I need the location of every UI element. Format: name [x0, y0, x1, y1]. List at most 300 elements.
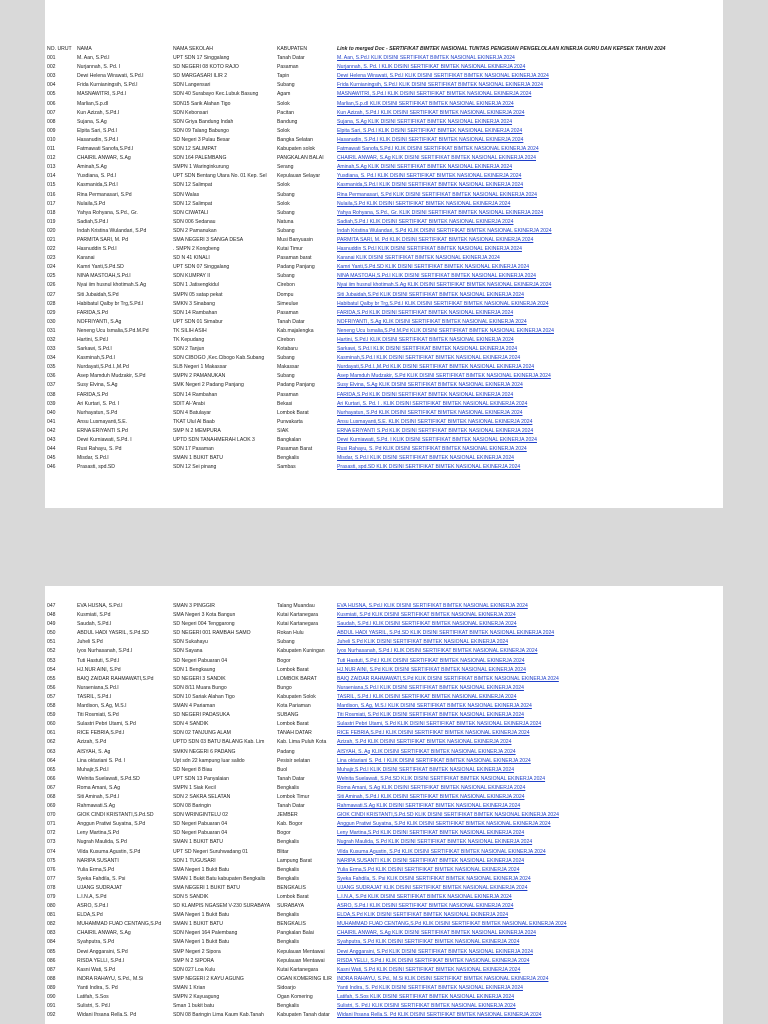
- table-row: [45, 400, 723, 409]
- certificate-link[interactable]: INDRA RAHAYU, S.Pd., M.Si KLIK DISINI SERTIFIKAT BIMTEK NASIONAL EKINERJA 2024: [337, 975, 549, 982]
- certificate-link[interactable]: Kasni Wati, S.Pd KLIK DISINI SERTIFIKAT BIMTEK NASIONAL EKINERJA 2024: [337, 966, 521, 973]
- district-name: Subang: [277, 355, 295, 362]
- row-number: 015: [47, 182, 56, 189]
- district-name: Pasaman: [277, 391, 299, 398]
- certificate-link[interactable]: Kasminah,S.Pd.I KLIK DISINI SERTIFIKAT BIMTEK NASIONAL EKINERJA 2024: [337, 355, 521, 362]
- certificate-link[interactable]: Habibatul Qalby br Trg,S.Pd.I KLIK DISINI SERTIFIKAT BIMTEK NASIONAL EKINERJA 2024: [337, 300, 549, 307]
- table-row: [45, 300, 723, 309]
- school-name: SMPN 2 PAMANUKAN: [173, 373, 226, 380]
- district-name: Lombok Barat: [277, 666, 309, 673]
- teacher-name: Karanai: [77, 255, 95, 262]
- certificate-link[interactable]: Nuraeniana,S.Pd.I KLIK DISINI SERTIFIKAT BIMTEK NASIONAL EKINERJA 2024: [337, 684, 524, 691]
- row-number: 065: [47, 766, 56, 773]
- certificate-link-cell: [335, 263, 723, 272]
- school-name: SD MARGASARI ILIR 2: [173, 73, 228, 80]
- certificate-link[interactable]: Yusdiana, S. Pd.I KLIK DISINI SERTIFIKAT BIMTEK NASIONAL EKINERJA 2024: [337, 173, 522, 180]
- certificate-link-cell: [335, 391, 723, 400]
- certificate-link[interactable]: Nurjannah, S. Pd. I KLIK DISINI SERTIFIKAT BIMTEK NASIONAL EKINERJA 2024: [337, 64, 526, 71]
- certificate-link[interactable]: Karanai KLIK DISINI SERTIFIKAT BIMTEK NASIONAL EKINERJA 2024: [337, 255, 500, 262]
- district-name: Bogor: [277, 657, 291, 664]
- row-number: 064: [47, 757, 56, 764]
- certificate-link[interactable]: Syahputra, S.Pd KLIK DISINI SERTIFIKAT BIMTEK NASIONAL EKINERJA 2024: [337, 939, 520, 946]
- certificate-link[interactable]: Siti Aminah, S.Pd.I KLIK DISINI SERTIFIKAT BIMTEK NASIONAL EKINERJA 2024: [337, 793, 525, 800]
- teacher-name: Sadiah,S.Pd.I: [77, 218, 109, 225]
- district-name: PANGKALAN BALAI: [277, 155, 324, 162]
- certificate-link-cell: [335, 729, 723, 738]
- certificate-link[interactable]: Kasmanida,S.Pd.I KLIK DISINI SERTIFIKAT BIMTEK NASIONAL EKINERJA 2024: [337, 182, 524, 189]
- certificate-link[interactable]: Nyai iim husnul khotimah.S.Ag KLIK DISINI SERTIFIKAT BIMTEK NASIONAL EKINERJA 2024: [337, 282, 552, 289]
- certificate-link[interactable]: Sulistri, S. Pd.I KLIK DISINI SERTIFIKAT BIMTEK NASIONAL EKINERJA 2024: [337, 1003, 516, 1010]
- teacher-name: Rusi Rahayu, S. Pd: [77, 446, 122, 453]
- table-row: [45, 118, 723, 127]
- certificate-link-cell: [335, 181, 723, 190]
- teacher-name: Sujana, S.Ag: [77, 118, 107, 125]
- row-number: 011: [47, 146, 56, 153]
- school-name: SDN Kebonsari: [173, 109, 209, 116]
- certificate-link[interactable]: Sulastri Pebri Utami, S.Pd KLIK DISINI SERTIFIKAT BIMTEK NASIONAL EKINERJA 2024: [337, 721, 542, 728]
- certificate-link[interactable]: GIOK CINDI KRISTANTI,S.Pd.SD KLIK DISINI SERTIFIKAT BIMTEK NASIONAL EKINERJA 2024: [337, 812, 559, 819]
- school-name: SDN 12 SALIMPAT: [173, 146, 217, 153]
- certificate-link[interactable]: RICE FEBRIA,S.Pd.I KLIK DISINI SERTIFIKAT BIMTEK NASIONAL EKINERJA 2024: [337, 730, 530, 737]
- certificate-link-cell: [335, 354, 723, 363]
- certificate-link-cell: [335, 136, 723, 145]
- school-name: UPTD SDN 03 BATU BALANG Kab. Lim: [173, 739, 265, 746]
- district-name: Lampung Barat: [277, 857, 312, 864]
- certificate-link[interactable]: MASNAWITRI, S.Pd.I KLIK DISINI SERTIFIKAT BIMTEK NASIONAL EKINERJA 2024: [337, 91, 532, 98]
- certificate-link-cell: [335, 445, 723, 454]
- certificate-link-cell: [335, 191, 723, 200]
- district-name: Kabupaten Tanah datar: [277, 1012, 330, 1019]
- district-name: Kotabaru: [277, 346, 298, 353]
- certificate-link[interactable]: FARIDA,S.Pd KLIK DISINI SERTIFIKAT BIMTEK NASIONAL EKINERJA 2024: [337, 309, 514, 316]
- table-row: [45, 811, 723, 820]
- school-name: SMA NEGERI 1 BUKIT BATU: [173, 884, 240, 891]
- row-number: 066: [47, 775, 56, 782]
- certificate-link[interactable]: Saudah, S.Pd.I KLIK DISINI SERTIFIKAT BIMTEK NASIONAL EKINERJA 2024: [337, 621, 517, 628]
- certificate-link[interactable]: CHAIRIL ANWAR, S.Ag KLIK DISINI SERTIFIKAT BIMTEK NASIONAL EKINERJA 2024: [337, 930, 536, 937]
- table-row: [45, 281, 723, 290]
- row-number: 022: [47, 246, 56, 253]
- certificate-link-cell: [335, 245, 723, 254]
- certificate-link-cell: [335, 902, 723, 911]
- table-row: [45, 611, 723, 620]
- teacher-name: Sarkawi, S.Pd.I: [77, 346, 112, 353]
- certificate-link[interactable]: Anggun Pratiwi Suyatna, S.Pd KLIK DISINI SERTIFIKAT BIMTEK NASIONAL EKINERJA 2024: [337, 821, 551, 828]
- certificate-link[interactable]: Vilda Kusuma Agustin, S.Pd KLIK DISINI SERTIFIKAT BIMTEK NASIONAL EKINERJA 2024: [337, 848, 546, 855]
- row-number: 001: [47, 55, 56, 62]
- teacher-name: Ansu Lusmayanti,S.E.: [77, 418, 128, 425]
- row-number: 008: [47, 118, 56, 125]
- certificate-link[interactable]: Marlian,S.p.dI KLIK DISINI SERTIFIKAT BIMTEK NASIONAL EKINERJA 2024: [337, 100, 514, 107]
- teacher-name: Misdar, S.Pd.I: [77, 455, 109, 462]
- school-name: SMA Negeri 1 Bukit Batu: [173, 912, 230, 919]
- school-name: SMA Negeri 1 Bukit Batu: [173, 939, 230, 946]
- certificate-link[interactable]: Dewi Helena Wirawati, S.Pd.I KLIK DISINI SERTIFIKAT BIMTEK NASIONAL EKINERJA 2024: [337, 73, 549, 80]
- certificate-link[interactable]: M. Aan, S.Pd.I KLIK DISINI SERTIFIKAT BIMTEK NASIONAL EKINERJA 2024: [337, 55, 515, 62]
- teacher-name: INDRA RAHAYU, S.Pd., M.Si: [77, 975, 144, 982]
- certificate-link[interactable]: Nulaila,S.Pd KLIK DISINI SERTIFIKAT BIMTEK NASIONAL EKINERJA 2024: [337, 200, 511, 207]
- teacher-name: Prasasti, spd.SD: [77, 464, 115, 471]
- certificate-link[interactable]: Widani Ihsana Rella.S. Pd KLIK DISINI SERTIFIKAT BIMTEK NASIONAL EKINERJA 2024: [337, 1012, 542, 1019]
- row-number: 041: [47, 418, 56, 425]
- certificate-link[interactable]: Dewi Anggaraini, S.Pd KLIK DISINI SERTIFIKAT BIMTEK NASIONAL EKINERJA 2024: [337, 948, 533, 955]
- district-name: TANAH DATAR: [277, 730, 312, 737]
- row-number: 055: [47, 675, 56, 682]
- header-district: KABUPATEN: [277, 46, 308, 52]
- certificate-link[interactable]: Nurdayati,S.Pd.I.,M.Pd KLIK DISINI SERTIFIKAT BIMTEK NASIONAL EKINERJA 2024: [337, 364, 535, 371]
- certificate-link-cell: [335, 857, 723, 866]
- certificate-link[interactable]: ABDUL HADI YASRIL, S.Pd.SD KLIK DISINI SERTIFIKAT BIMTEK NASIONAL EKINERJA 2024: [337, 630, 555, 637]
- teacher-name: NOFRIYANTI, S.Ag: [77, 318, 122, 325]
- certificate-link[interactable]: CHAIRIL ANWAR, S.Ag KLIK DISINI SERTIFIKAT BIMTEK NASIONAL EKINERJA 2024: [337, 155, 536, 162]
- school-name: SDN 027 Loa Kulu: [173, 966, 216, 973]
- table-row: [45, 620, 723, 629]
- certificate-link-cell: [335, 666, 723, 675]
- teacher-name: Kamri Yanti,S.Pd.SD: [77, 264, 124, 271]
- certificate-link[interactable]: NOFRIYANTI, S.Ag KLIK DISINI SERTIFIKAT BIMTEK NASIONAL EKINERJA 2024: [337, 318, 527, 325]
- school-name: UPT SDN Bentang Utara No. 01 Kep. Sel: [173, 173, 267, 180]
- district-name: Bungo: [277, 684, 292, 691]
- certificate-link[interactable]: Leny Martina,S.Pd KLIK DISINI SERTIFIKAT BIMTEK NASIONAL EKINERJA 2024: [337, 830, 525, 837]
- school-name: SMAN 3 PINGGIR: [173, 603, 215, 609]
- certificate-link[interactable]: Asep Mamduh Mudzakir, S.Pd KLIK DISINI SERTIFIKAT BIMTEK NASIONAL EKINERJA 2024: [337, 373, 551, 380]
- certificate-link[interactable]: Welnita Suelawati, S.Pd.SD KLIK DISINI SERTIFIKAT BIMTEK NASIONAL EKINERJA 2024: [337, 775, 546, 782]
- row-number: 069: [47, 803, 56, 810]
- certificate-link[interactable]: ELDA,S.Pd KLIK DISINI SERTIFIKAT BIMTEK NASIONAL EKINERJA 2024: [337, 912, 509, 919]
- row-number: 014: [47, 173, 56, 180]
- certificate-link-cell: [335, 436, 723, 445]
- district-name: Tapin: [277, 73, 290, 80]
- row-number: 042: [47, 427, 56, 434]
- certificate-link[interactable]: Yulia Erma,S.Pd KLIK DISINI SERTIFIKAT BIMTEK NASIONAL EKINERJA 2024: [337, 866, 520, 873]
- teacher-name: Yanti Indira, S. Pd: [77, 984, 118, 991]
- row-number: 020: [47, 227, 56, 234]
- district-name: Cirebon: [277, 337, 295, 343]
- certificate-link-cell: [335, 272, 723, 281]
- row-number: 091: [47, 1003, 56, 1010]
- certificate-link[interactable]: Susy Elvina, S.Ag KLIK DISINI SERTIFIKAT BIMTEK NASIONAL EKINERJA 2024: [337, 382, 523, 389]
- certificate-link[interactable]: Yanti Indira, S. Pd KLIK DISINI SERTIFIKAT BIMTEK NASIONAL EKINERJA 2024: [337, 984, 523, 991]
- row-number: 045: [47, 455, 56, 462]
- certificate-link[interactable]: Sarkawi, S.Pd.I KLIK DISINI SERTIFIKAT BIMTEK NASIONAL EKINERJA 2024: [337, 346, 518, 353]
- teacher-name: Nyai iim husnul khotimah.S.Ag: [77, 282, 147, 289]
- teacher-name: Azizah, S.Pd: [77, 739, 107, 746]
- district-name: Ogan Komering: [277, 994, 313, 1001]
- certificate-link-cell: [335, 966, 723, 975]
- school-name: SMPN 1 Waringinkurung: [173, 164, 229, 171]
- certificate-link[interactable]: Aminah,S.Ag KLIK DISINI SERTIFIKAT BIMTEK NASIONAL EKINERJA 2024: [337, 164, 513, 171]
- teacher-name: HJ.NUR AINI, S.Pd: [77, 666, 121, 673]
- certificate-link[interactable]: Hasanudin, S.Pd.I KLIK DISINI SERTIFIKAT BIMTEK NASIONAL EKINERJA 2024: [337, 136, 524, 143]
- certificate-link[interactable]: Iyos Nurhasanah, S.Pd.I KLIK DISINI SERTIFIKAT BIMTEK NASIONAL EKINERJA 2024: [337, 648, 538, 655]
- district-name: Subang: [277, 639, 295, 646]
- teacher-name: Nuraeniana,S.Pd.I: [77, 684, 119, 691]
- certificate-link[interactable]: Kun Azizah, S.Pd.I KLIK DISINI SERTIFIKAT BIMTEK NASIONAL EKINERJA 2024: [337, 109, 525, 116]
- row-number: 037: [47, 382, 56, 389]
- row-number: 029: [47, 309, 56, 316]
- teacher-name: Habibatul Qalby br Trg,S.Pd.I: [77, 300, 144, 307]
- table-row: [45, 802, 723, 811]
- certificate-link[interactable]: Yahya Rohyana, S.Pd., Gr. KLIK DISINI SERTIFIKAT BIMTEK NASIONAL EKINERJA 2024: [337, 209, 544, 216]
- teacher-name: MUHAMMAD FUAD CENTANG,S.Pd: [77, 921, 162, 928]
- table-row: [45, 236, 723, 245]
- certificate-link[interactable]: BAIQ ZAIDAR RAHMAWATI,S.Pd KLIK DISINI SERTIFIKAT BIMTEK NASIONAL EKINERJA 2024: [337, 675, 559, 682]
- school-name: SDN Negeri 164 Palembang: [173, 930, 238, 937]
- district-name: Lombok Timur: [277, 793, 310, 800]
- district-name: BENGKALIS: [277, 884, 306, 891]
- certificate-link-cell: [335, 145, 723, 154]
- teacher-name: Neneng Ucu Ismalia,S.Pd.M.Pd: [77, 327, 149, 334]
- district-name: Bengkalis: [277, 455, 300, 462]
- certificate-link[interactable]: Mardison, S.Ag, M.S.I KLIK DISINI SERTIFIKAT BIMTEK NASIONAL EKINERJA 2024: [337, 703, 532, 710]
- district-name: Padang: [277, 748, 295, 755]
- certificate-link[interactable]: HJ.NUR AINI, S.Pd KLIK DISINI SERTIFIKAT BIMTEK NASIONAL EKINERJA 2024: [337, 666, 526, 673]
- certificate-link[interactable]: Latifah, S.Sos KLIK DISINI SERTIFIKAT BIMTEK NASIONAL EKINERJA 2024: [337, 994, 515, 1001]
- district-name: Kutai Kartanegara: [277, 966, 319, 973]
- school-name: SMA Negeri 3 Kota Bangun: [173, 612, 236, 619]
- certificate-link-cell: [335, 418, 723, 427]
- certificate-link[interactable]: Elpita Sari, S.Pd.I KLIK DISINI SERTIFIKAT BIMTEK NASIONAL EKINERJA 2024: [337, 127, 523, 134]
- row-number: 005: [47, 91, 56, 98]
- row-number: 031: [47, 327, 56, 334]
- certificate-link[interactable]: Kamri Yanti,S.Pd.SD KLIK DISINI SERTIFIKAT BIMTEK NASIONAL EKINERJA 2024: [337, 264, 530, 271]
- teacher-name: L.I.N.A, S.Pd: [77, 894, 107, 900]
- certificate-link-cell: [335, 363, 723, 372]
- certificate-link[interactable]: ERNA ERIYANTI S.Pd KLIK DISINI SERTIFIKAT BIMTEK NASIONAL EKINERJA 2024: [337, 427, 534, 434]
- teacher-name: Yahya Rohyana, S.Pd., Gr.: [77, 209, 138, 216]
- certificate-link-cell: [335, 254, 723, 263]
- certificate-link[interactable]: Ansu Lusmayanti,S.E. KLIK DISINI SERTIFIKAT BIMTEK NASIONAL EKINERJA 2024: [337, 418, 533, 425]
- table-row: [45, 218, 723, 227]
- district-name: Tanah Datar: [277, 318, 305, 325]
- certificate-link-cell: [335, 893, 723, 902]
- school-name: SD Negeri Pabuaran 04: [173, 657, 228, 664]
- certificate-link-cell: [335, 957, 723, 966]
- certificate-link[interactable]: Hartini, S.Pd.I KLIK DISINI SERTIFIKAT BIMTEK NASIONAL EKINERJA 2024: [337, 337, 514, 343]
- teacher-name: FARIDA,S.Pd: [77, 391, 108, 398]
- table-row: [45, 445, 723, 454]
- certificate-link-cell: [335, 318, 723, 327]
- row-number: 046: [47, 464, 56, 471]
- teacher-name: Ari Kurtari, S. Pd. I: [77, 400, 120, 407]
- certificate-link[interactable]: Syeka Fahdila, S. Psi KLIK DISINI SERTIFIKAT BIMTEK NASIONAL EKINERJA 2024: [337, 875, 531, 882]
- row-number: 024: [47, 264, 56, 271]
- teacher-name: Syahputra, S.Pd: [77, 939, 115, 946]
- district-name: Kutai Timur: [277, 246, 303, 253]
- school-name: SDN 2 Tanjun: [173, 346, 205, 353]
- school-name: SMAN 1 BUKIT BATU: [173, 839, 223, 846]
- row-number: 038: [47, 391, 56, 398]
- certificate-link[interactable]: NINA MASTOAH,S.Pd.I KLIK DISINI SERTIFIKAT BIMTEK NASIONAL EKINERJA 2024: [337, 273, 537, 280]
- certificate-link[interactable]: UJANG SUDRAJAT KLIK DISINI SERTIFIKAT BIMTEK NASIONAL EKINERJA 2024: [337, 884, 528, 891]
- district-name: Subang: [277, 191, 295, 198]
- certificate-link[interactable]: Tuti Hastuti, S.Pd.I KLIK DISINI SERTIFIKAT BIMTEK NASIONAL EKINERJA 2024: [337, 657, 525, 664]
- table-row: [45, 602, 723, 611]
- teacher-name: Dewi Kurniawati, S.Pd. I: [77, 437, 132, 444]
- certificate-link-cell: [335, 454, 723, 463]
- certificate-link-cell: [335, 345, 723, 354]
- district-name: Bengkalis: [277, 1003, 300, 1010]
- row-number: 054: [47, 666, 56, 673]
- district-name: Subang: [277, 373, 295, 380]
- row-number: 002: [47, 64, 56, 71]
- school-name: SDN CIWATALI: [173, 209, 209, 216]
- certificate-link-cell: [335, 154, 723, 163]
- row-number: 063: [47, 748, 56, 755]
- school-name: SD NEGERI PADASUKA: [173, 712, 230, 719]
- certificate-link[interactable]: Dewi Kurniawati, S.Pd. I KLIK DISINI SERTIFIKAT BIMTEK NASIONAL EKINERJA 2024: [337, 437, 537, 444]
- certificate-link[interactable]: Rusi Rahayu, S. Pd KLIK DISINI SERTIFIKAT BIMTEK NASIONAL EKINERJA 2024: [337, 446, 527, 453]
- table-row: [45, 984, 723, 993]
- district-name: Pesisir selatan: [277, 757, 311, 764]
- certificate-link[interactable]: ASRO, S.Pd.I KLIK DISINI SERTIFIKAT BIMTEK NASIONAL EKINERJA 2024: [337, 903, 514, 910]
- certificate-link-cell: [335, 757, 723, 766]
- teacher-name: Nugrah Maulida, S.Pd: [77, 839, 127, 846]
- certificate-link[interactable]: Neneng Ucu Ismalia,S.Pd.M.Pd KLIK DISINI SERTIFIKAT BIMTEK NASIONAL EKINERJA 2024: [337, 327, 554, 334]
- row-number: 044: [47, 446, 56, 453]
- certificate-link[interactable]: Frida Kurnianingsih, S.Pd.I KLIK DISINI SERTIFIKAT BIMTEK NASIONAL EKINERJA 2024: [337, 82, 543, 89]
- table-row: [45, 966, 723, 975]
- certificate-link[interactable]: Hasnuddin S.Pd.I KLIK DISINI SERTIFIKAT BIMTEK NASIONAL EKINERJA 2024: [337, 246, 522, 253]
- table-row: [45, 647, 723, 656]
- certificate-link[interactable]: Rina Permanasari, S.Pd KLIK DISINI SERTIFIKAT BIMTEK NASIONAL EKINERJA 2024: [337, 191, 537, 198]
- district-name: Tanah Datar: [277, 55, 305, 62]
- certificate-link-cell: [335, 929, 723, 938]
- certificate-link[interactable]: Sadiah,S.Pd.I KLIK DISINI SERTIFIKAT BIMTEK NASIONAL EKINERJA 2024: [337, 218, 514, 225]
- certificate-link[interactable]: AISYAH, S. Ag KLIK DISINI SERTIFIKAT BIMTEK NASIONAL EKINERJA 2024: [337, 748, 516, 755]
- district-name: Purwakarta: [277, 418, 303, 425]
- teacher-table-page-2: [45, 602, 723, 1020]
- school-name: SDN 5 SANDIK: [173, 894, 209, 900]
- school-name: SDN CIBOGO ,Kec.Cibogo Kab.Subang: [173, 355, 265, 362]
- certificate-link-cell: [335, 884, 723, 893]
- certificate-link[interactable]: PARMITA SARI, M. Pd KLIK DISINI SERTIFIKAT BIMTEK NASIONAL EKINERJA 2024: [337, 236, 534, 243]
- table-row: [45, 911, 723, 920]
- certificate-link-cell: [335, 227, 723, 236]
- certificate-link[interactable]: MUHAMMAD FUAD CENTANG,S.Pd KLIK DISINI SERTIFIKAT BIMTEK NASIONAL EKINERJA 2024: [337, 921, 567, 928]
- table-row: [45, 684, 723, 693]
- certificate-link[interactable]: Lina oktariani S. Pd. I KLIK DISINI SERTIFIKAT BIMTEK NASIONAL EKINERJA 2024: [337, 757, 531, 764]
- row-number: 009: [47, 127, 56, 134]
- certificate-link[interactable]: Misdar, S.Pd.I KLIK DISINI SERTIFIKAT BIMTEK NASIONAL EKINERJA 2024: [337, 455, 515, 462]
- certificate-link[interactable]: NARIPA SUSANTI KLIK DISINI SERTIFIKAT BIMTEK NASIONAL EKINERJA 2024: [337, 857, 525, 864]
- certificate-link[interactable]: Azizah, S.Pd KLIK DISINI SERTIFIKAT BIMTEK NASIONAL EKINERJA 2024: [337, 739, 512, 746]
- certificate-link[interactable]: Roma Amani, S.Ag KLIK DISINI SERTIFIKAT BIMTEK NASIONAL EKINERJA 2024: [337, 784, 526, 791]
- table-row: [45, 666, 723, 675]
- table-row: [45, 200, 723, 209]
- certificate-link[interactable]: Titi Rosmiati, S.Pd KLIK DISINI SERTIFIKAT BIMTEK NASIONAL EKINERJA 2024: [337, 712, 525, 719]
- row-number: 072: [47, 830, 56, 837]
- teacher-name: Kun Azizah, S.Pd.I: [77, 109, 120, 116]
- header-school: NAMA SEKOLAH: [173, 46, 213, 52]
- row-number: 080: [47, 903, 56, 910]
- certificate-link-cell: [335, 163, 723, 172]
- school-name: SMA Negeri 1 Bukit Batu: [173, 866, 230, 873]
- certificate-link-cell: [335, 172, 723, 181]
- school-name: SDN 2 Pamanukan: [173, 227, 217, 234]
- school-name: SDN 164 PALEMBANG: [173, 155, 227, 162]
- teacher-name: CHAIRIL ANWAR, S.Ag: [77, 930, 131, 937]
- district-name: Dompu: [277, 291, 294, 298]
- certificate-link[interactable]: Juheli S.Pd KLIK DISINI SERTIFIKAT BIMTEK NASIONAL EKINERJA 2024: [337, 639, 509, 646]
- teacher-name: Kusmiati, S.Pd: [77, 612, 111, 619]
- certificate-link-cell: [335, 72, 723, 81]
- row-number: 025: [47, 273, 56, 280]
- district-name: Solok: [277, 127, 290, 134]
- teacher-name: Yusdiana, S. Pd.I: [77, 173, 117, 180]
- certificate-link[interactable]: TASRIL, S.Pd.I KLIK DISINI SERTIFIKAT BIMTEK NASIONAL EKINERJA 2024: [337, 693, 517, 700]
- teacher-name: Muhajir,S.Pd.I: [77, 766, 109, 773]
- certificate-link[interactable]: Indah Kristina Wulandari, S.Pd KLIK DISINI SERTIFIKAT BIMTEK NASIONAL EKINERJA 2024: [337, 227, 552, 234]
- district-name: Bandung: [277, 118, 298, 125]
- certificate-link[interactable]: Rahmawati.S.Ag KLIK DISINI SERTIFIKAT BIMTEK NASIONAL EKINERJA 2024: [337, 803, 521, 810]
- table-row: [45, 938, 723, 947]
- row-number: 047: [47, 603, 56, 609]
- certificate-link-cell: [335, 281, 723, 290]
- table-row: [45, 993, 723, 1002]
- row-number: 003: [47, 73, 56, 80]
- certificate-link[interactable]: Fatmawati Sanofa,S.Pd.I KLIK DISINI SERTIFIKAT BIMTEK NASIONAL EKINERJA 2024: [337, 146, 539, 153]
- teacher-name: Kasminah,S.Pd.I: [77, 355, 115, 362]
- certificate-link[interactable]: FARIDA,S.Pd KLIK DISINI SERTIFIKAT BIMTEK NASIONAL EKINERJA 2024: [337, 391, 514, 398]
- teacher-name: Leny Martina,S.Pd: [77, 830, 119, 837]
- certificate-link[interactable]: Sujana, S.Ag KLIK DISINI SERTIFIKAT BIMTEK NASIONAL EKINERJA 2024: [337, 118, 513, 125]
- school-name: SDN Langensari: [173, 82, 211, 89]
- certificate-link-cell: [335, 1011, 723, 1020]
- certificate-link-cell: [335, 638, 723, 647]
- district-name: Bengkalis: [277, 784, 300, 791]
- certificate-link-cell: [335, 866, 723, 875]
- certificate-link[interactable]: Siti Jubaidah,S.Pd KLIK DISINI SERTIFIKAT BIMTEK NASIONAL EKINERJA 2024: [337, 291, 524, 298]
- row-number: 074: [47, 848, 56, 855]
- table-row: [45, 391, 723, 400]
- table-row: [45, 154, 723, 163]
- row-number: 016: [47, 191, 56, 198]
- certificate-link[interactable]: Kusmiati, S.Pd KLIK DISINI SERTIFIKAT BIMTEK NASIONAL EKINERJA 2024: [337, 612, 516, 619]
- certificate-link[interactable]: Nurhayatun, S.Pd KLIK DISINI SERTIFIKAT BIMTEK NASIONAL EKINERJA 2024: [337, 409, 523, 416]
- teacher-name: FARIDA,S.Pd: [77, 309, 108, 316]
- certificate-link[interactable]: Nugrah Maulida, S.Pd KLIK DISINI SERTIFIKAT BIMTEK NASIONAL EKINERJA 2024: [337, 839, 533, 846]
- table-row: [45, 711, 723, 720]
- certificate-link[interactable]: Ari Kurtari, S. Pd. I . KLIK DISINI SERTIFIKAT BIMTEK NASIONAL EKINERJA 2024: [337, 400, 528, 407]
- row-number: 092: [47, 1012, 56, 1019]
- school-name: SDN Sukahayu: [173, 639, 208, 646]
- row-number: 049: [47, 621, 56, 628]
- teacher-name: MASNAWITRI, S.Pd.I: [77, 91, 127, 98]
- certificate-link[interactable]: RISDA YELLI, S.Pd.I KLIK DISINI SERTIFIKAT BIMTEK NASIONAL EKINERJA 2024: [337, 957, 530, 964]
- row-number: 023: [47, 255, 56, 262]
- teacher-name: Fatmawati Sanofa,S.Pd.I: [77, 146, 134, 153]
- table-row: [45, 54, 723, 63]
- teacher-name: Siti Aminah, S.Pd.I: [77, 793, 120, 800]
- certificate-link-cell: [335, 811, 723, 820]
- certificate-link-cell: [335, 657, 723, 666]
- table-row: [45, 318, 723, 327]
- certificate-link[interactable]: L.I.N.A, S.Pd KLIK DISINI SERTIFIKAT BIMTEK NASIONAL EKINERJA 2024: [337, 894, 512, 900]
- row-number: 043: [47, 437, 56, 444]
- district-name: Bogor: [277, 830, 291, 837]
- table-row: [45, 738, 723, 747]
- table-row: [45, 381, 723, 390]
- district-name: Kepulauan Mentawai: [277, 948, 325, 955]
- district-name: BENGKALIS: [277, 921, 306, 928]
- certificate-link[interactable]: EVA HUSNA, S.Pd.I KLIK DISINI SERTIFIKAT BIMTEK NASIONAL EKINERJA 2024: [337, 603, 528, 609]
- row-number: 057: [47, 693, 56, 700]
- certificate-link-cell: [335, 1002, 723, 1011]
- certificate-link-cell: [335, 127, 723, 136]
- certificate-link[interactable]: Muhajir,S.Pd.I KLIK DISINI SERTIFIKAT BIMTEK NASIONAL EKINERJA 2024: [337, 766, 515, 773]
- certificate-link[interactable]: Prasasti, spd.SD KLIK DISINI SERTIFIKAT BIMTEK NASIONAL EKINERJA 2024: [337, 464, 521, 471]
